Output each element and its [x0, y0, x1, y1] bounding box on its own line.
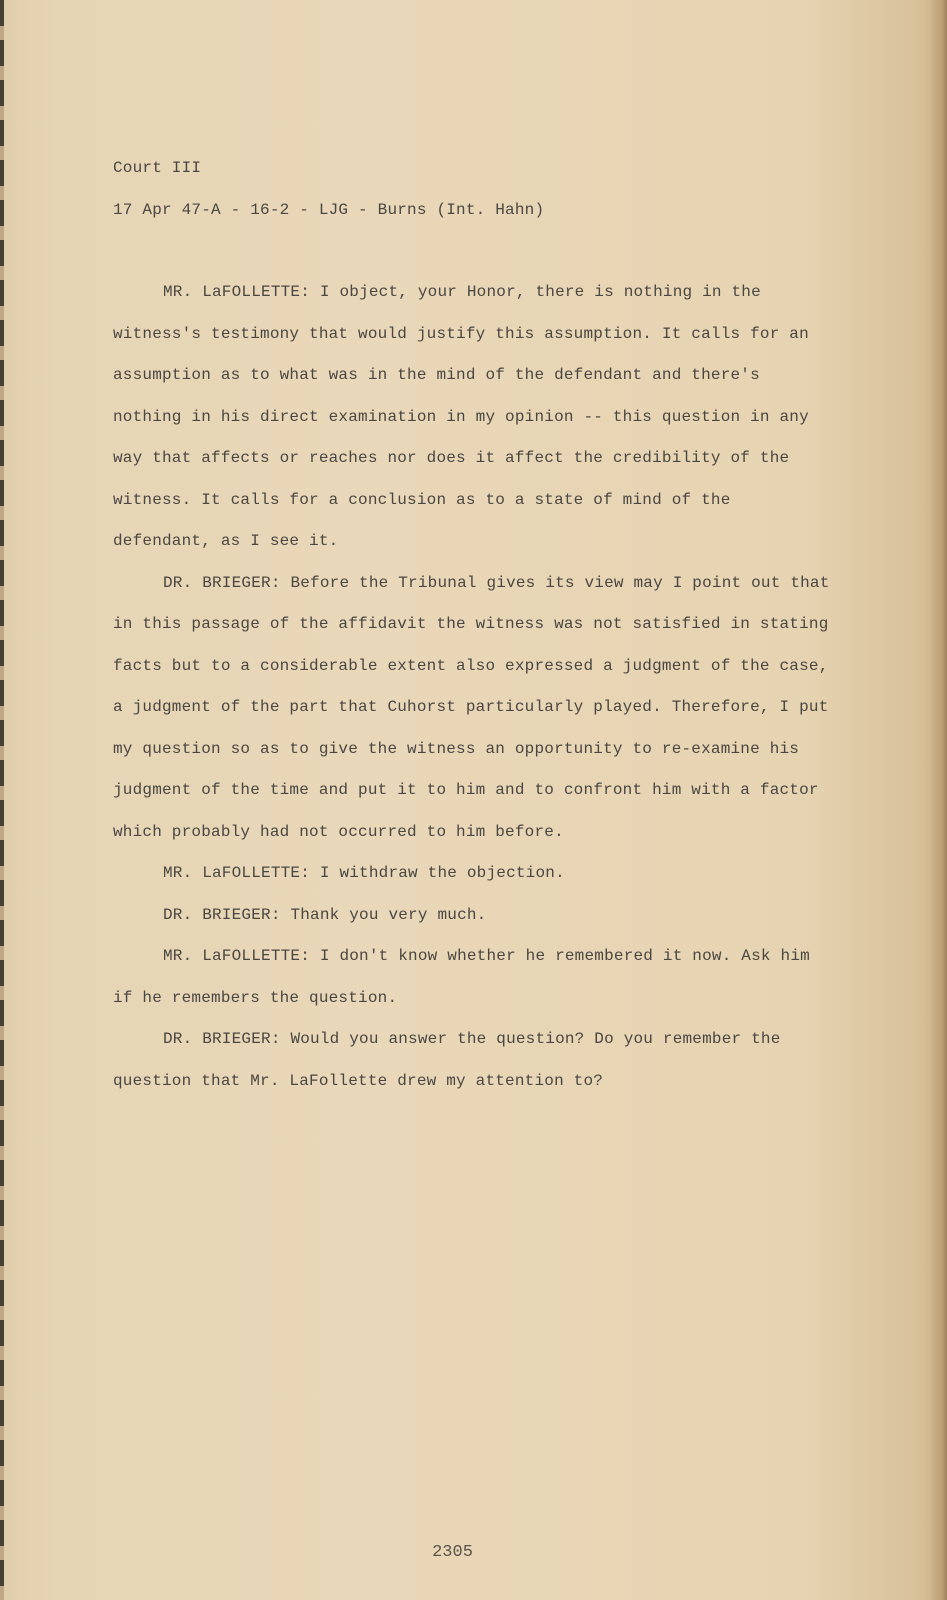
transcript-paragraph — [113, 895, 833, 937]
transcript-paragraph — [113, 853, 833, 895]
court-header: Court III — [113, 159, 202, 177]
transcript-paragraph — [113, 1019, 833, 1102]
paragraph-text: I don't know whether he remembered it now. Ask him if he remembers the question. — [113, 947, 810, 1007]
paragraph-text: Before the Tribunal gives its view may I point out that in this passage of the affidavit the witness was not satisfied in stating facts but to a considerable extent also expressed a judgment of the case, a judgment of the part that Cuhorst particularly played. Therefore, I put my question so as to give the witness an opportunity to re-examine his judgment of the time and put it to him and to confront him with a factor which probably had not occurred to him before. — [113, 573, 830, 841]
binding-edge — [0, 0, 4, 1600]
paragraph-text: I withdraw the objection. — [319, 864, 565, 882]
transcript-paragraph — [113, 936, 833, 1019]
paragraph-text: Would you answer the question? Do you remember the question that Mr. LaFollette drew my attention to? — [113, 1030, 781, 1090]
speaker-name: DR. BRIEGER: — [163, 1030, 281, 1048]
page-shadow-edge — [929, 0, 947, 1600]
speaker-name: MR. LaFOLLETTE: — [163, 283, 311, 301]
paragraph-text: I object, your Honor, there is nothing in the witness's testimony that would justify this assumption. It calls for an assumption as to what was in the mind of the defendant and there's nothing in his direct examination in my opinion -- this question in any way that affects or reaches nor does it affect the credibility of the witness. It calls for a conclusion as to a state of mind of the defendant, as I see it. — [113, 283, 809, 550]
speaker-name: MR. LaFOLLETTE: — [163, 864, 311, 882]
transcript-paragraph — [113, 272, 833, 563]
speaker-name: DR. BRIEGER: — [163, 573, 281, 592]
transcript-paragraph — [113, 563, 833, 854]
paragraph-text: Thank you very much. — [290, 905, 487, 924]
transcript-body — [113, 148, 833, 1102]
speaker-name: DR. BRIEGER: — [163, 905, 281, 924]
session-header: 17 Apr 47-A - 16-2 - LJG - Burns (Int. Hahn) — [113, 200, 545, 219]
page-number: 2305 — [432, 1543, 473, 1562]
speaker-name: MR. LaFOLLETTE: — [163, 947, 311, 965]
